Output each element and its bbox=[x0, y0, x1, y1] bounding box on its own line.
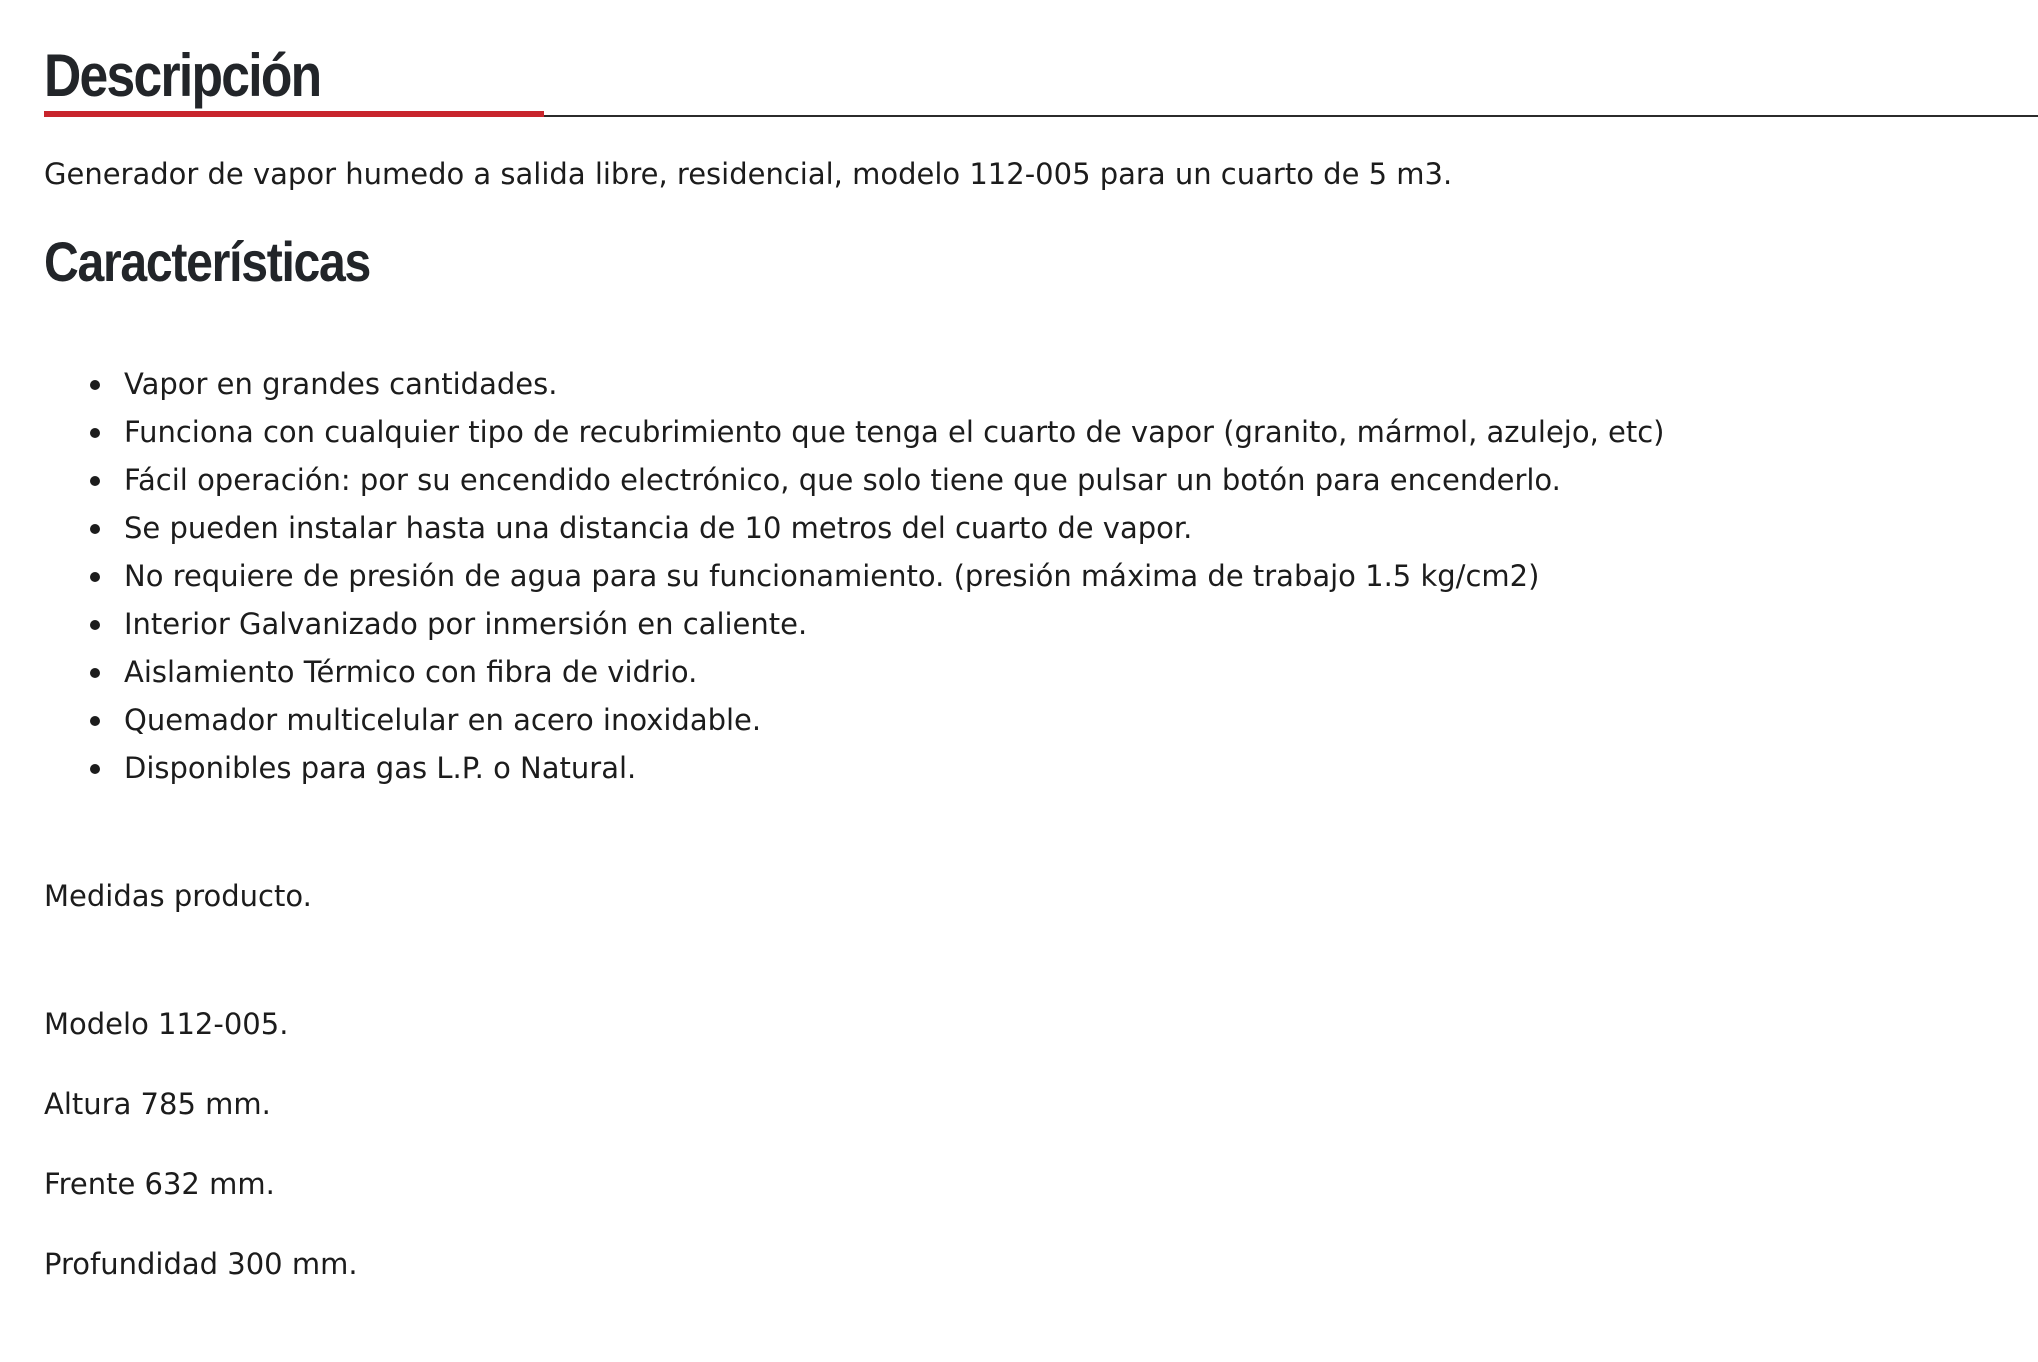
feature-item bbox=[44, 648, 1665, 696]
feature-item bbox=[44, 552, 1665, 600]
bullet-icon bbox=[90, 764, 100, 774]
description-text: Generador de vapor humedo a salida libre, residencial, modelo 112-005 para un cuarto de 5 m3. bbox=[44, 157, 1453, 191]
feature-item bbox=[44, 456, 1665, 504]
measure-height: Altura 785 mm. bbox=[44, 1087, 271, 1121]
measures-heading: Medidas producto. bbox=[44, 879, 312, 913]
feature-item bbox=[44, 360, 1665, 408]
feature-text: Funciona con cualquier tipo de recubrimiento que tenga el cuarto de vapor (granito, mármol, azulejo, etc) bbox=[124, 415, 1665, 449]
feature-text: No requiere de presión de agua para su funcionamiento. (presión máxima de trabajo 1.5 kg/cm2) bbox=[124, 559, 1540, 593]
feature-text: Interior Galvanizado por inmersión en caliente. bbox=[124, 607, 808, 641]
features-title: Características bbox=[44, 230, 371, 293]
bullet-icon bbox=[90, 620, 100, 630]
feature-text: Quemador multicelular en acero inoxidable. bbox=[124, 703, 762, 737]
measure-depth: Profundidad 300 mm. bbox=[44, 1247, 358, 1281]
feature-item bbox=[44, 744, 1665, 792]
bullet-icon bbox=[90, 476, 100, 486]
feature-item bbox=[44, 504, 1665, 552]
feature-text: Se pueden instalar hasta una distancia de 10 metros del cuarto de vapor. bbox=[124, 511, 1193, 545]
bullet-icon bbox=[90, 668, 100, 678]
measure-model: Modelo 112-005. bbox=[44, 1007, 289, 1041]
bullet-icon bbox=[90, 572, 100, 582]
bullet-icon bbox=[90, 716, 100, 726]
features-list bbox=[44, 360, 1665, 792]
description-header bbox=[44, 34, 2038, 118]
header-accent-underline bbox=[44, 111, 544, 117]
bullet-icon bbox=[90, 380, 100, 390]
feature-text: Disponibles para gas L.P. o Natural. bbox=[124, 751, 637, 785]
feature-text: Fácil operación: por su encendido electrónico, que solo tiene que pulsar un botón para encenderlo. bbox=[124, 463, 1561, 497]
measure-front: Frente 632 mm. bbox=[44, 1167, 275, 1201]
feature-text: Aislamiento Térmico con fibra de vidrio. bbox=[124, 655, 698, 689]
feature-item bbox=[44, 696, 1665, 744]
feature-text: Vapor en grandes cantidades. bbox=[124, 367, 558, 401]
feature-item bbox=[44, 408, 1665, 456]
bullet-icon bbox=[90, 524, 100, 534]
description-title: Descripción bbox=[44, 42, 321, 109]
bullet-icon bbox=[90, 428, 100, 438]
feature-item bbox=[44, 600, 1665, 648]
